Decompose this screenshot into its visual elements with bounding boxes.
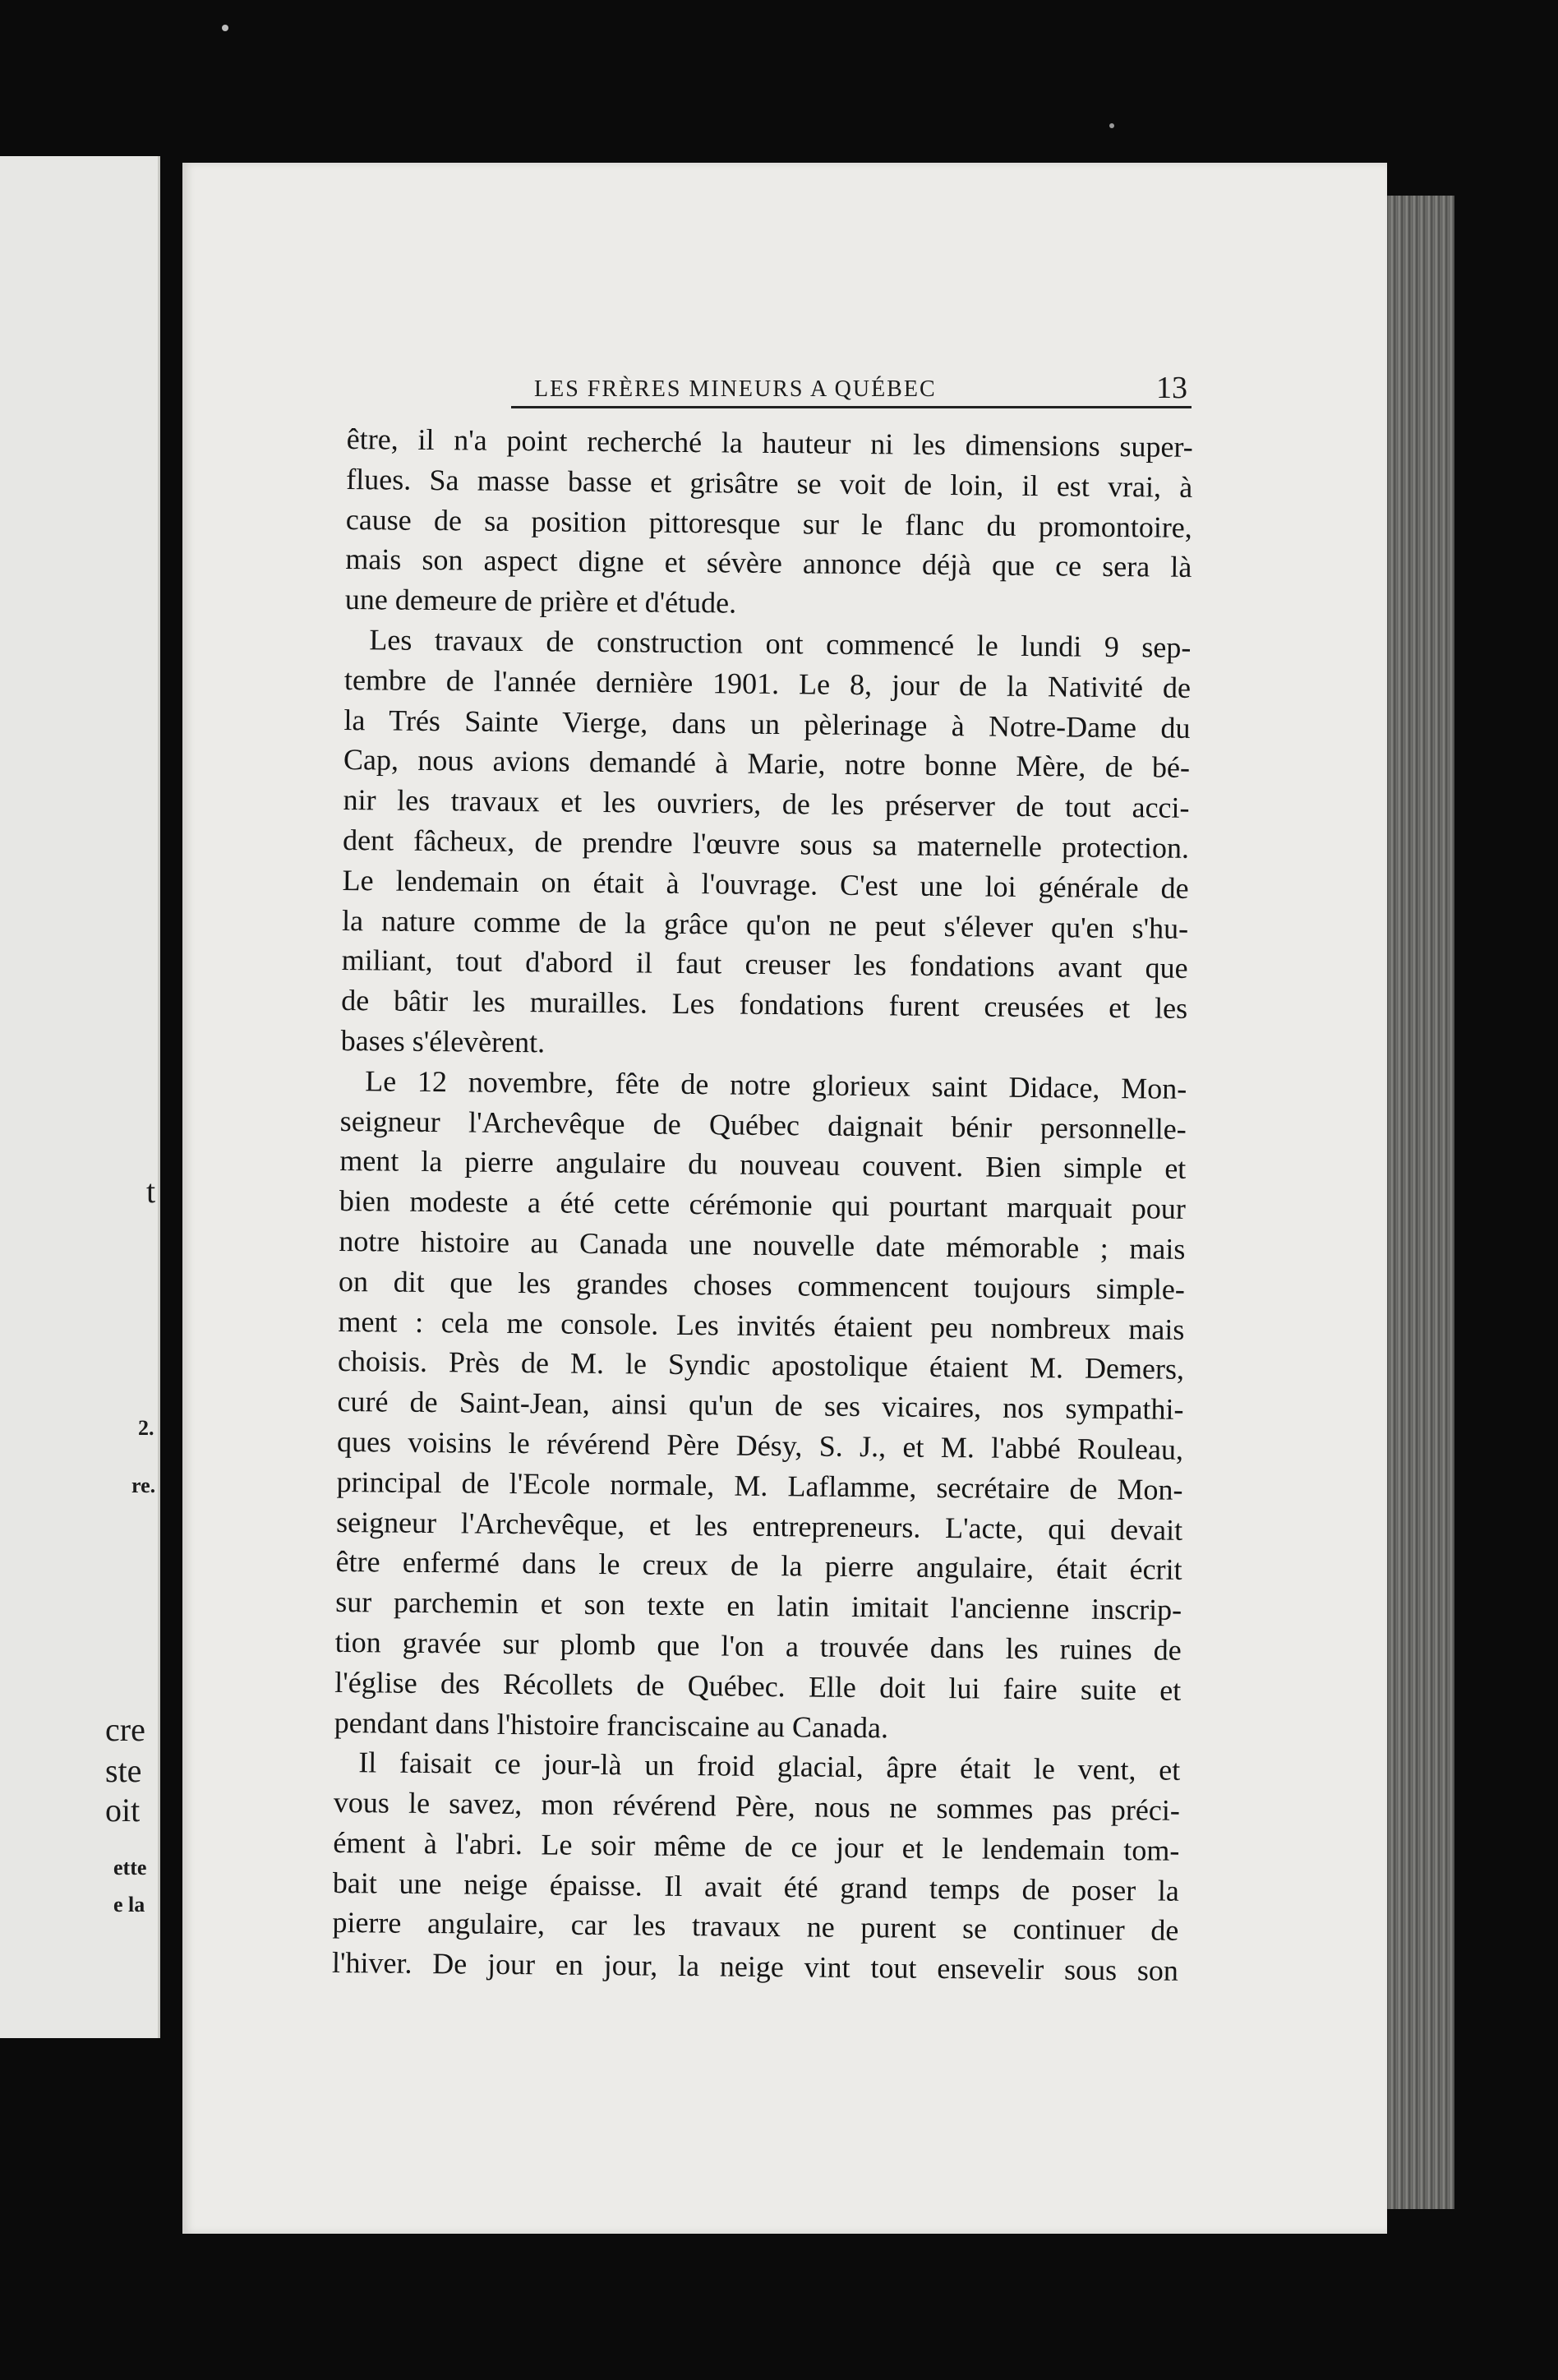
left-page-fragment: e la xyxy=(113,1893,145,1916)
text-line: Le 12 novembre, fête de notre glorieux saint Didace, Mon- xyxy=(365,1064,1187,1105)
text-line: vous le savez, mon révérend Père, nous ne sommes pas préci- xyxy=(333,1786,1180,1827)
text-line: la nature comme de la grâce qu'on ne peut s'élever qu'en s'hu- xyxy=(341,903,1189,945)
text-line: pierre angulaire, car les travaux ne purent se continuer de xyxy=(332,1906,1179,1948)
left-page-fragment: re. xyxy=(131,1474,156,1497)
text-line: bases s'élevèrent. xyxy=(340,1023,546,1059)
text-line: cause de sa position pittoresque sur le flanc du promontoire, xyxy=(345,502,1192,544)
text-line: principal de l'Ecole normale, M. Laflamme, secrétaire de Mon- xyxy=(336,1464,1183,1506)
text-line: tion gravée sur plomb que l'on a trouvée dans les ruines de xyxy=(334,1625,1182,1667)
text-line: Cap, nous avions demandé à Marie, notre bonne Mère, de bé- xyxy=(343,743,1191,785)
text-line: seigneur l'Archevêque, et les entrepreneurs. L'acte, qui devait xyxy=(335,1505,1183,1547)
text-line: pendant dans l'histoire franciscaine au Canada. xyxy=(334,1705,889,1744)
text-line: tembre de l'année dernière 1901. Le 8, jour de la Nativité de xyxy=(343,662,1192,704)
page-number: 13 xyxy=(1156,371,1187,405)
text-line: miliant, tout d'abord il faut creuser les fondations avant que xyxy=(341,943,1188,985)
header-rule xyxy=(511,406,1192,408)
text-line: curé de Saint-Jean, ainsi qu'un de ses vicaires, nos sympathi- xyxy=(337,1385,1184,1426)
text-line: seigneur l'Archevêque de Québec daignait bénir personnelle- xyxy=(339,1104,1187,1146)
text-line: on dit que les grandes choses commencent toujours simple- xyxy=(338,1264,1186,1306)
text-line: l'hiver. De jour en jour, la neige vint tout ensevelir sous son xyxy=(331,1946,1179,1988)
running-title: LES FRÈRES MINEURS A QUÉBEC xyxy=(534,376,937,402)
text-line: ément à l'abri. Le soir même de ce jour et le lendemain tom- xyxy=(333,1825,1180,1867)
left-page-fragment: t xyxy=(146,1173,156,1210)
text-line: notre histoire au Canada une nouvelle date mémorable ; mais xyxy=(339,1224,1186,1266)
text-line: choisis. Près de M. le Syndic apostolique étaient M. Demers, xyxy=(337,1345,1185,1386)
text-line: bait une neige épaisse. Il avait été grand temps de poser la xyxy=(332,1866,1180,1907)
left-facing-page xyxy=(0,156,160,2038)
background-speck xyxy=(222,25,228,31)
text-line: dent fâcheux, de prendre l'œuvre sous sa maternelle protection. xyxy=(342,823,1190,865)
text-line: bien modeste a été cette cérémonie qui pourtant marquait pour xyxy=(339,1184,1187,1225)
body-text xyxy=(332,419,1193,1991)
text-line: ment la pierre angulaire du nouveau couvent. Bien simple et xyxy=(339,1144,1187,1186)
left-page-fragment: oit xyxy=(105,1792,141,1829)
text-line: de bâtir les murailles. Les fondations furent creusées et les xyxy=(341,984,1188,1026)
text-line: être enfermé dans le creux de la pierre angulaire, était écrit xyxy=(335,1545,1182,1587)
text-line: l'église des Récollets de Québec. Elle doit lui faire suite et xyxy=(334,1665,1182,1707)
background-speck xyxy=(1109,123,1114,128)
running-head xyxy=(182,368,1387,417)
left-page-fragment: ste xyxy=(105,1752,142,1789)
text-line: la Trés Sainte Vierge, dans un pèlerinage à Notre-Dame du xyxy=(343,703,1191,745)
left-page-fragment: 2. xyxy=(138,1416,154,1440)
text-line: Les travaux de construction ont commencé le lundi 9 sep- xyxy=(369,623,1192,664)
text-line: une demeure de prière et d'étude. xyxy=(344,583,737,620)
text-line: sur parchemin et son texte en latin imitait l'ancienne inscrip- xyxy=(334,1585,1182,1626)
text-line: flues. Sa masse basse et grisâtre se voit de loin, il est vrai, à xyxy=(346,462,1193,504)
text-line: être, il n'a point recherché la hauteur ni les dimensions super- xyxy=(346,422,1193,464)
book-page-edges xyxy=(1382,196,1454,2209)
text-line: ques voisins le révérend Père Désy, S. J., et M. l'abbé Rouleau, xyxy=(336,1424,1184,1466)
text-line: nir les travaux et les ouvriers, de les préserver de tout acci- xyxy=(343,783,1190,825)
left-page-fragment: cre xyxy=(105,1711,145,1748)
left-page-fragment: ette xyxy=(113,1856,147,1880)
text-line: ment : cela me console. Les invités étaient peu nombreux mais xyxy=(338,1304,1185,1346)
text-line: Il faisait ce jour-là un froid glacial, âpre était le vent, et xyxy=(358,1746,1181,1787)
text-line: Le lendemain on était à l'ouvrage. C'est une loi générale de xyxy=(342,863,1189,905)
text-line: mais son aspect digne et sévère annonce déjà que ce sera là xyxy=(345,542,1192,584)
book-page xyxy=(182,163,1387,2234)
